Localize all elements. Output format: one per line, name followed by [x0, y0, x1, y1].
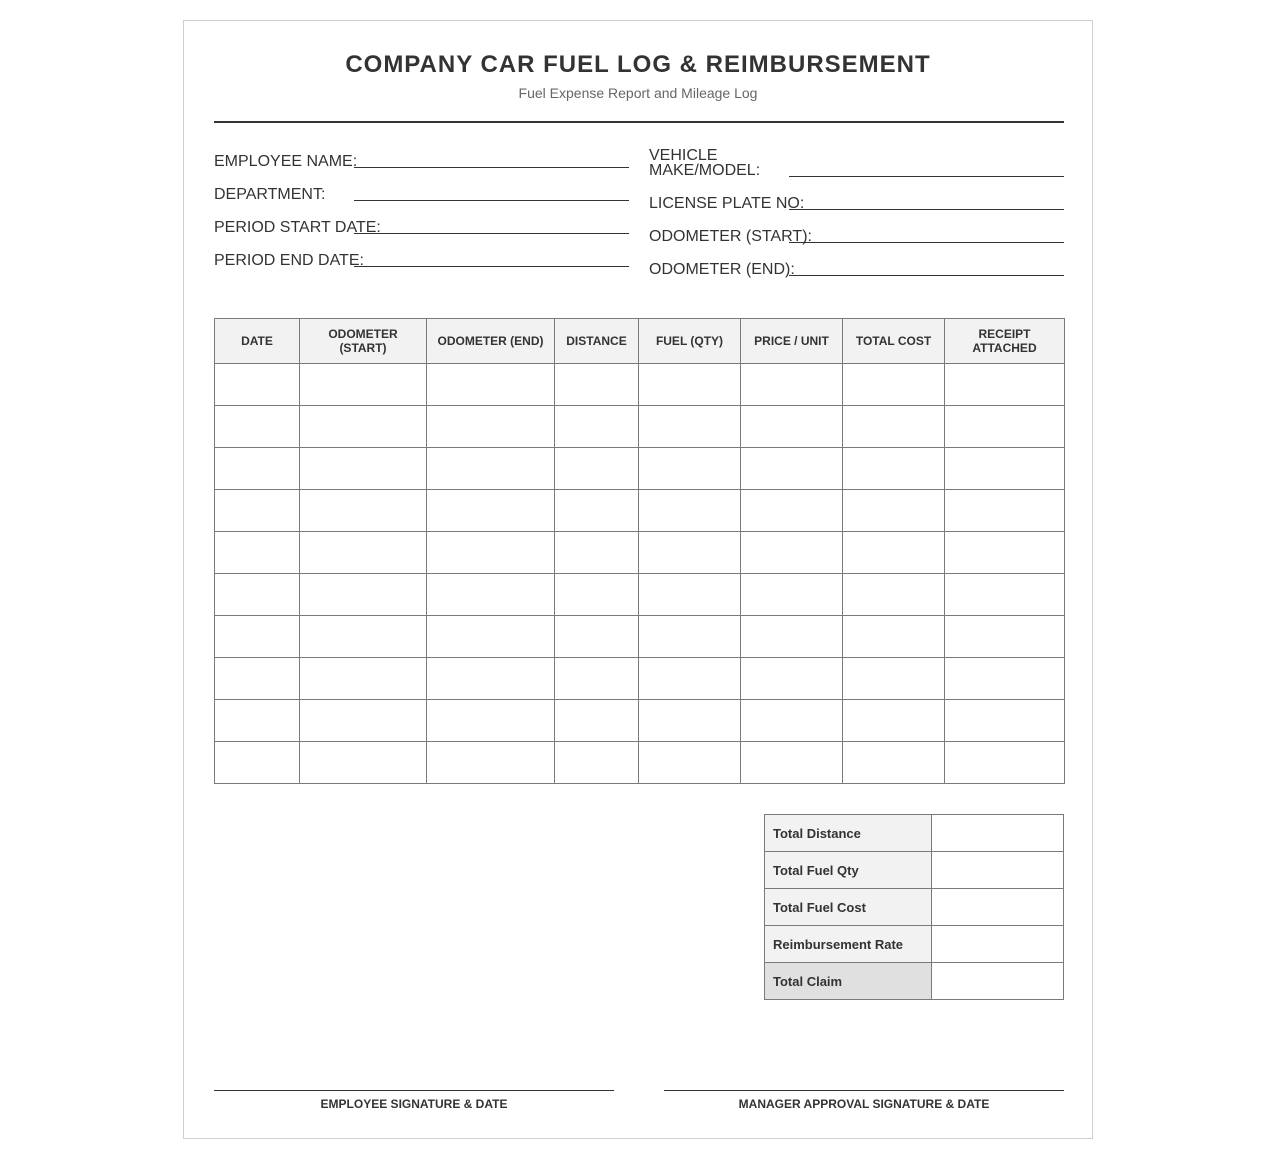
column-header: [843, 319, 945, 364]
table-cell[interactable]: [945, 700, 1065, 742]
table-cell[interactable]: [300, 490, 427, 532]
table-cell[interactable]: [945, 490, 1065, 532]
column-header: [427, 319, 555, 364]
period-end-input-line[interactable]: [354, 266, 629, 267]
table-cell[interactable]: [427, 742, 555, 784]
table-cell[interactable]: [555, 448, 639, 490]
table-cell[interactable]: [639, 364, 741, 406]
reimbursement-rate-label: Reimbursement Rate: [765, 926, 932, 963]
table-cell[interactable]: [639, 532, 741, 574]
total-fuel-qty-value[interactable]: [932, 852, 1064, 889]
table-cell[interactable]: [843, 364, 945, 406]
table-cell[interactable]: [300, 700, 427, 742]
table-cell[interactable]: [639, 490, 741, 532]
table-cell[interactable]: [555, 616, 639, 658]
table-cell[interactable]: [639, 742, 741, 784]
employee-name-label: EMPLOYEE NAME:: [214, 153, 358, 170]
table-cell[interactable]: [555, 742, 639, 784]
table-cell[interactable]: [215, 574, 300, 616]
total-fuel-qty-label: Total Fuel Qty: [765, 852, 932, 889]
table-row: [215, 658, 1065, 700]
vehicle-input-line[interactable]: [789, 176, 1064, 177]
table-cell[interactable]: [843, 742, 945, 784]
total-claim-value[interactable]: [932, 963, 1064, 1000]
total-fuel-cost-label: Total Fuel Cost: [765, 889, 932, 926]
table-cell[interactable]: [215, 448, 300, 490]
license-plate-label: LICENSE PLATE NO:: [649, 195, 805, 212]
total-distance-value[interactable]: [932, 815, 1064, 852]
employee-signature-line[interactable]: EMPLOYEE SIGNATURE & DATE: [214, 1090, 614, 1111]
table-cell[interactable]: [555, 574, 639, 616]
table-cell[interactable]: [945, 532, 1065, 574]
table-cell[interactable]: [427, 490, 555, 532]
column-header-line1: DATE: [241, 334, 273, 348]
table-cell[interactable]: [555, 700, 639, 742]
column-header: [639, 319, 741, 364]
table-cell[interactable]: [639, 700, 741, 742]
table-row: [215, 574, 1065, 616]
totals-row: [765, 889, 1064, 926]
table-cell[interactable]: [741, 616, 843, 658]
table-cell[interactable]: [300, 574, 427, 616]
column-header: [215, 319, 300, 364]
table-cell[interactable]: [300, 448, 427, 490]
table-cell[interactable]: [555, 406, 639, 448]
table-cell[interactable]: [427, 532, 555, 574]
column-header-line1: FUEL (QTY): [655, 334, 724, 348]
odometer-end-input-line[interactable]: [789, 275, 1064, 276]
total-distance-label: Total Distance: [765, 815, 932, 852]
period-start-input-line[interactable]: [354, 233, 629, 234]
table-cell[interactable]: [427, 700, 555, 742]
table-row: [215, 700, 1065, 742]
period-start-label: PERIOD START DATE:: [214, 219, 381, 236]
table-cell[interactable]: [843, 490, 945, 532]
totals-row: [765, 852, 1064, 889]
column-header: [300, 319, 427, 364]
table-cell[interactable]: [427, 658, 555, 700]
table-row: [215, 490, 1065, 532]
table-cell[interactable]: [741, 658, 843, 700]
table-cell[interactable]: [741, 406, 843, 448]
table-cell[interactable]: [843, 448, 945, 490]
column-header-line2: (START): [339, 341, 387, 355]
employee-name-input-line[interactable]: [354, 167, 629, 168]
license-plate-input-line[interactable]: [789, 209, 1064, 210]
table-cell[interactable]: [843, 700, 945, 742]
table-cell[interactable]: [555, 364, 639, 406]
table-cell[interactable]: [843, 616, 945, 658]
table-cell[interactable]: [945, 364, 1065, 406]
odometer-start-label: ODOMETER (START):: [649, 228, 812, 245]
table-header-row: [215, 319, 1065, 364]
table-cell[interactable]: [843, 532, 945, 574]
table-cell[interactable]: [215, 364, 300, 406]
department-input-line[interactable]: [354, 200, 629, 201]
table-cell[interactable]: [215, 700, 300, 742]
column-header-line1: ODOMETER (END): [437, 334, 544, 348]
total-fuel-cost-value[interactable]: [932, 889, 1064, 926]
column-header-line1: PRICE / UNIT: [754, 334, 829, 348]
table-cell[interactable]: [741, 532, 843, 574]
table-cell[interactable]: [945, 448, 1065, 490]
table-cell[interactable]: [945, 616, 1065, 658]
fuel-log-table: [214, 318, 1065, 784]
table-cell[interactable]: [741, 490, 843, 532]
odometer-start-input-line[interactable]: [789, 242, 1064, 243]
manager-signature-line[interactable]: MANAGER APPROVAL SIGNATURE & DATE: [664, 1090, 1064, 1111]
table-cell[interactable]: [741, 742, 843, 784]
column-header-line2: ATTACHED: [972, 341, 1037, 355]
table-cell[interactable]: [741, 448, 843, 490]
totals-row: [765, 815, 1064, 852]
vehicle-label-line1: VEHICLE: [649, 147, 718, 164]
table-cell[interactable]: [843, 574, 945, 616]
column-header: [555, 319, 639, 364]
form-title: COMPANY CAR FUEL LOG & REIMBURSEMENT: [345, 51, 931, 78]
table-cell[interactable]: [215, 532, 300, 574]
table-cell[interactable]: [215, 616, 300, 658]
table-cell[interactable]: [843, 658, 945, 700]
vehicle-label-line2: MAKE/MODEL:: [649, 162, 761, 179]
table-cell[interactable]: [300, 364, 427, 406]
table-cell[interactable]: [300, 532, 427, 574]
table-cell[interactable]: [215, 742, 300, 784]
table-cell[interactable]: [945, 574, 1065, 616]
totals-table: [764, 814, 1064, 1000]
odometer-end-label: ODOMETER (END):: [649, 261, 795, 278]
table-cell[interactable]: [215, 490, 300, 532]
table-cell[interactable]: [215, 406, 300, 448]
table-cell[interactable]: [300, 406, 427, 448]
table-cell[interactable]: [741, 700, 843, 742]
table-cell[interactable]: [639, 616, 741, 658]
reimbursement-rate-value[interactable]: [932, 926, 1064, 963]
table-cell[interactable]: [741, 364, 843, 406]
table-cell[interactable]: [427, 448, 555, 490]
totals-row: [765, 963, 1064, 1000]
table-cell[interactable]: [741, 574, 843, 616]
table-cell[interactable]: [639, 448, 741, 490]
table-cell[interactable]: [555, 658, 639, 700]
table-cell[interactable]: [427, 574, 555, 616]
column-header-line1: RECEIPT: [978, 327, 1031, 341]
period-end-label: PERIOD END DATE:: [214, 252, 364, 269]
table-cell[interactable]: [300, 616, 427, 658]
table-row: [215, 532, 1065, 574]
table-row: [215, 742, 1065, 784]
table-cell[interactable]: [639, 574, 741, 616]
table-cell[interactable]: [945, 742, 1065, 784]
column-header: [945, 319, 1065, 364]
table-cell[interactable]: [427, 406, 555, 448]
table-cell[interactable]: [639, 406, 741, 448]
table-row: [215, 616, 1065, 658]
table-cell[interactable]: [300, 742, 427, 784]
fuel-log-form: [183, 20, 1093, 1139]
table-cell[interactable]: [427, 616, 555, 658]
table-row: [215, 406, 1065, 448]
column-header: [741, 319, 843, 364]
total-claim-label: Total Claim: [765, 963, 932, 1000]
table-cell[interactable]: [555, 532, 639, 574]
table-cell[interactable]: [945, 406, 1065, 448]
totals-row: [765, 926, 1064, 963]
table-cell[interactable]: [300, 658, 427, 700]
table-row: [215, 364, 1065, 406]
column-header-line1: ODOMETER: [328, 327, 398, 341]
header-divider: [214, 121, 1064, 123]
table-cell[interactable]: [843, 406, 945, 448]
department-label: DEPARTMENT:: [214, 186, 326, 203]
table-cell[interactable]: [639, 658, 741, 700]
table-row: [215, 448, 1065, 490]
table-cell[interactable]: [215, 658, 300, 700]
column-header-line1: DISTANCE: [566, 334, 627, 348]
table-cell[interactable]: [555, 490, 639, 532]
column-header-line1: TOTAL COST: [855, 334, 932, 348]
table-cell[interactable]: [427, 364, 555, 406]
table-cell[interactable]: [945, 658, 1065, 700]
form-subtitle: Fuel Expense Report and Mileage Log: [518, 85, 758, 101]
